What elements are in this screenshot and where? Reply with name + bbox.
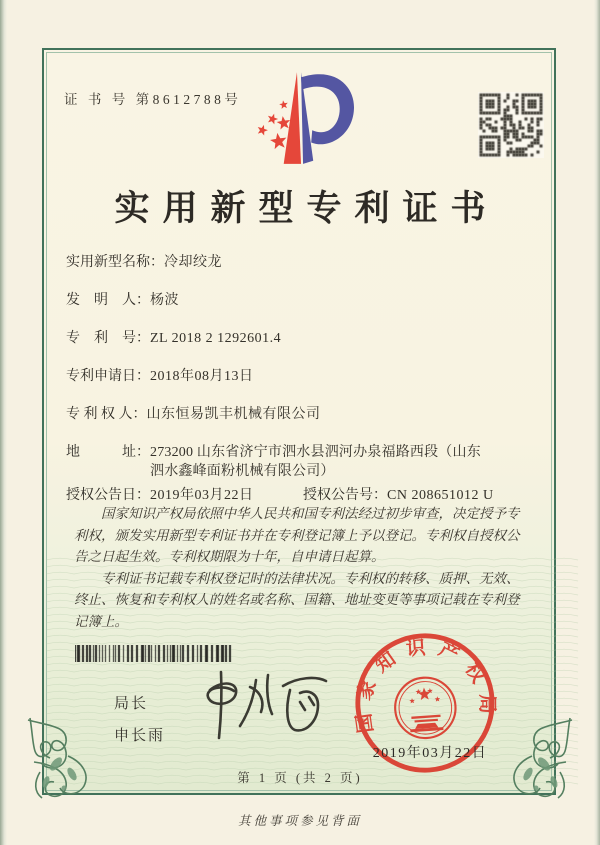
field-row [66, 253, 536, 291]
seal-national-emblem-icon [393, 676, 457, 740]
corner-flourish-icon [488, 712, 580, 804]
certificate-number: 证 书 号 第8612788号 [64, 92, 242, 107]
logo-stars-icon [258, 100, 290, 149]
field-value: ZL 2018 2 1292601.4 [150, 331, 282, 346]
field-row [66, 405, 536, 443]
svg-text:国家知识产权局 [347, 631, 500, 734]
field-row [66, 291, 536, 329]
corner-flourish-icon [20, 712, 112, 804]
certificate-title: 实用新型专利证书 [114, 189, 499, 228]
patent-fields [66, 253, 536, 481]
seal-text: 国家知识产权局 [352, 637, 497, 735]
legal-text [74, 503, 528, 632]
footer-note: 其他事项参见背面 [237, 814, 362, 828]
field-label: 地 址： [66, 445, 150, 460]
field-value: 冷却绞龙 [164, 255, 222, 270]
commissioner-signature [188, 660, 338, 755]
logo-red-wedge-icon [284, 72, 301, 164]
field-row [66, 443, 536, 481]
signer-block [114, 692, 165, 756]
legal-paragraph-1: 国家知识产权局依照中华人民共和国专利法经过初步审查，决定授予专利权，颁发实用新型专利证书并在专利登记簿上予以登记。专利权自授权公告之日起生效。专利权期限为十年，自申请日起算。 [74, 506, 520, 564]
signer-title: 局长 [114, 695, 149, 712]
legal-paragraph-2: 专利证书记载专利权登记时的法律状况。专利权的转移、质押、无效、终止、恢复和专利权人的姓名或名称、国籍、地址变更等事项记载在专利登记簿上。 [74, 570, 520, 629]
field-label: 专利申请日： [66, 369, 150, 384]
qr-code [478, 92, 544, 158]
grant-date-value: 2019年03月22日 [150, 488, 254, 503]
scan-edge-right [594, 0, 600, 845]
field-row [66, 367, 536, 405]
signer-name: 申长雨 [114, 727, 166, 744]
field-label: 发 明 人： [66, 293, 150, 308]
field-value: 杨波 [150, 293, 179, 308]
page-number: 第 1 页 (共 2 页) [237, 771, 363, 785]
field-label: 专 利 号： [66, 331, 150, 346]
grant-row [66, 484, 536, 504]
field-label: 实用新型名称： [66, 255, 164, 270]
grant-date-label: 授权公告日： [66, 488, 150, 503]
grant-number-label: 授权公告号： [303, 488, 387, 503]
scan-edge-left [0, 0, 7, 845]
cnipa-logo [238, 60, 362, 172]
field-label: 专 利 权 人： [66, 407, 147, 422]
field-row [66, 329, 536, 367]
field-value: 山东恒易凯丰机械有限公司 [146, 407, 321, 422]
seal-date: 2019年03月22日 [372, 746, 488, 761]
field-value: 2018年08月13日 [150, 369, 254, 384]
grant-number-value: CN 208651012 U [387, 488, 494, 503]
field-value: 273200 山东省济宁市泗水县泗河办泉福路西段（山东泗水鑫峰面粉机械有限公司） [150, 445, 481, 479]
